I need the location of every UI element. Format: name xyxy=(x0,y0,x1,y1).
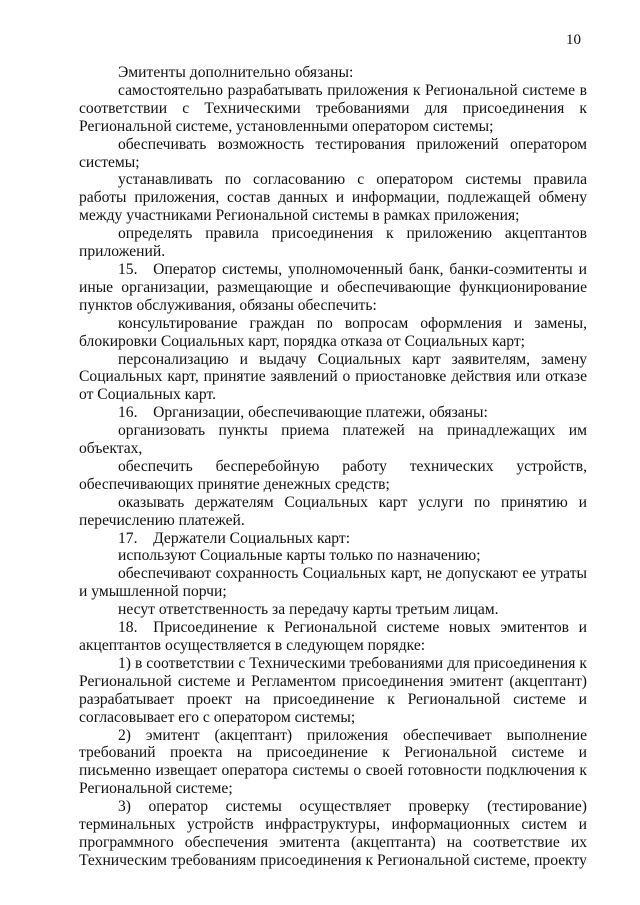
paragraph-item-15-personalization: персонализацию и выдачу Социальных карт заявителям, замену Социальных карт, принятие заявлений о приостановке действия или отказе от Социальных карт. xyxy=(79,350,587,404)
paragraph-item-18: 18. Присоединение к Региональной системе новых эмитентов и акцептантов осуществляется в следующем порядке: xyxy=(79,619,587,654)
paragraph-emitters-rules: устанавливать по согласованию с оператором системы правила работы приложения, состав данных и информации, подлежащей обмену между участниками Региональной системы в рамках приложения; xyxy=(79,171,587,225)
paragraph-item-17-responsibility: несут ответственность за передачу карты третьим лицам. xyxy=(118,601,499,619)
paragraph-item-18-step-1: 1) в соответствии с Техническими требованиями для присоединения к Региональной системе и Регламентом присоединения эмитент (акцептант) разрабатывает проект на присоединение к Региональной системе и согласовывает его с оператором системы; xyxy=(79,654,587,726)
page-number: 10 xyxy=(566,32,581,48)
paragraph-item-18-step-2: 2) эмитент (акцептант) приложения обеспечивает выполнение требований проекта на присоединение к Региональной системе и письменно извещает оператора системы о своей готовности подключения к Региональной системе; xyxy=(79,726,587,798)
paragraph-emitters-develop-apps: самостоятельно разрабатывать приложения к Региональной системе в соответствии с Техническими требованиями для присоединения к Региональной системе, установленными оператором системы; xyxy=(79,81,587,135)
paragraph-item-16-devices: обеспечить бесперебойную работу технических устройств, обеспечивающих принятие денежных средств; xyxy=(79,457,587,493)
paragraph-item-17: 17. Держатели Социальных карт: xyxy=(118,529,351,547)
paragraph-item-16: 16. Организации, обеспечивающие платежи, обязаны: xyxy=(118,404,488,422)
paragraph-item-18-step-3: 3) оператор системы осуществляет проверку (тестирование) терминальных устройств инфраструктуры, информационных систем и программного обеспечения эмитента (акцептанта) на соответствие их Техническим требованиям присоединения к Региональной системе, проекту xyxy=(79,798,587,869)
paragraph-item-17-usage: используют Социальные карты только по назначению; xyxy=(118,547,481,565)
document-body xyxy=(79,64,587,870)
paragraph-item-16-payment-points: организовать пункты приема платежей на принадлежащих им объектах, xyxy=(79,422,587,458)
paragraph-item-15: 15. Оператор системы, уполномоченный банк, банки-соэмитенты и иные организации, размещающие и обеспечивающие функционирование пунктов обслуживания, обязаны обеспечить: xyxy=(79,260,587,314)
paragraph-item-15-consulting: консультирование граждан по вопросам оформления и замены, блокировки Социальных карт, порядка отказа от Социальных карт; xyxy=(79,314,587,350)
paragraph-emitters-obligations-heading: Эмитенты дополнительно обязаны: xyxy=(118,64,354,81)
paragraph-emitters-acceptants: определять правила присоединения к приложению акцептантов приложений. xyxy=(79,225,587,261)
paragraph-item-16-services: оказывать держателям Социальных карт услуги по принятию и перечислению платежей. xyxy=(79,493,587,529)
paragraph-item-17-safekeeping: обеспечивают сохранность Социальных карт, не допускают ее утраты и умышленной порчи; xyxy=(79,565,587,601)
paragraph-emitters-testing: обеспечивать возможность тестирования приложений оператором системы; xyxy=(79,135,587,171)
